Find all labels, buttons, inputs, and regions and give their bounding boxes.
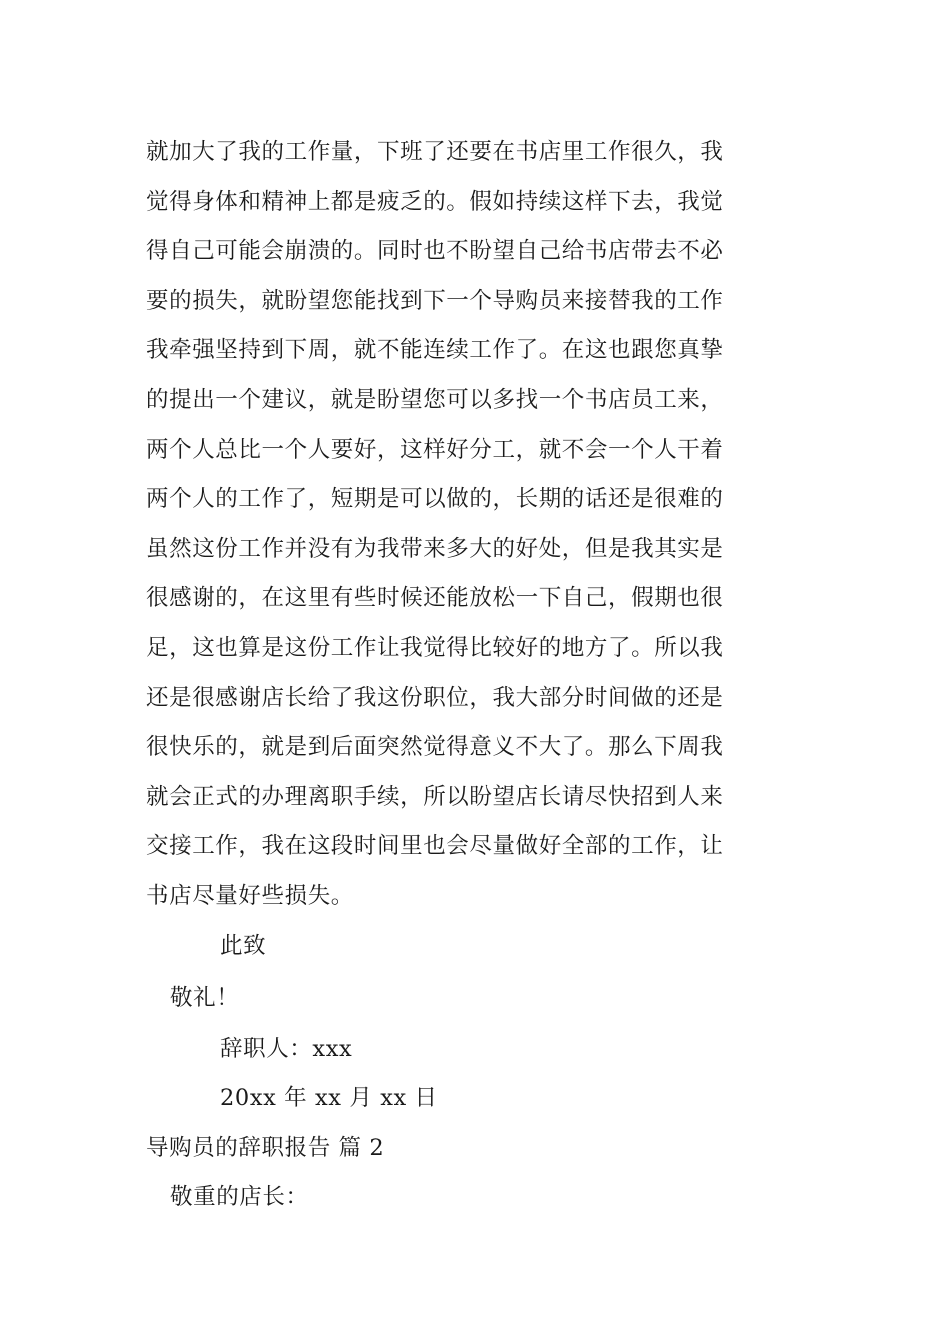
salute-phrase: 敬礼！: [170, 985, 240, 1011]
body-line: 的提出一个建议，就是盼望您可以多找一个书店员工来，: [146, 386, 724, 413]
body-line: 很感谢的，在这里有些时候还能放松一下自己，假期也很: [146, 585, 724, 612]
body-line: 足，这也算是这份工作让我觉得比较好的地方了。所以我: [146, 634, 724, 661]
body-line: 交接工作，我在这段时间里也会尽量做好全部的工作，让: [146, 833, 724, 860]
resigner-signature: 辞职人：xxx: [220, 1036, 353, 1062]
body-line: 很快乐的，就是到后面突然觉得意义不大了。那么下周我: [146, 734, 724, 761]
body-line: 书店尽量好些损失。: [146, 882, 354, 909]
body-line: 我牵强坚持到下周，就不能连续工作了。在这也跟您真挚: [146, 337, 724, 364]
body-line: 两个人总比一个人要好，这样好分工，就不会一个人干着: [146, 436, 724, 463]
body-line: 还是很感谢店长给了我这份职位，我大部分时间做的还是: [146, 684, 724, 711]
body-line: 就加大了我的工作量，下班了还要在书店里工作很久，我: [146, 139, 724, 165]
letter-date: 20xx 年 xx 月 xx 日: [220, 1085, 438, 1111]
body-line: 觉得身体和精神上都是疲乏的。假如持续这样下去，我觉: [146, 188, 724, 215]
body-line: 得自己可能会崩溃的。同时也不盼望自己给书店带去不必: [146, 238, 724, 265]
body-line: 就会正式的办理离职手续，所以盼望店长请尽快招到人来: [146, 783, 724, 810]
closing-phrase: 此致: [220, 933, 267, 959]
body-line: 虽然这份工作并没有为我带来多大的好处，但是我其实是: [146, 535, 724, 562]
body-line: 两个人的工作了，短期是可以做的，长期的话还是很难的: [146, 486, 724, 513]
letter-greeting: 敬重的店长：: [170, 1184, 309, 1210]
body-line: 要的损失，就盼望您能找到下一个导购员来接替我的工作: [146, 287, 724, 314]
section-heading: 导购员的辞职报告 篇 2: [146, 1135, 385, 1161]
